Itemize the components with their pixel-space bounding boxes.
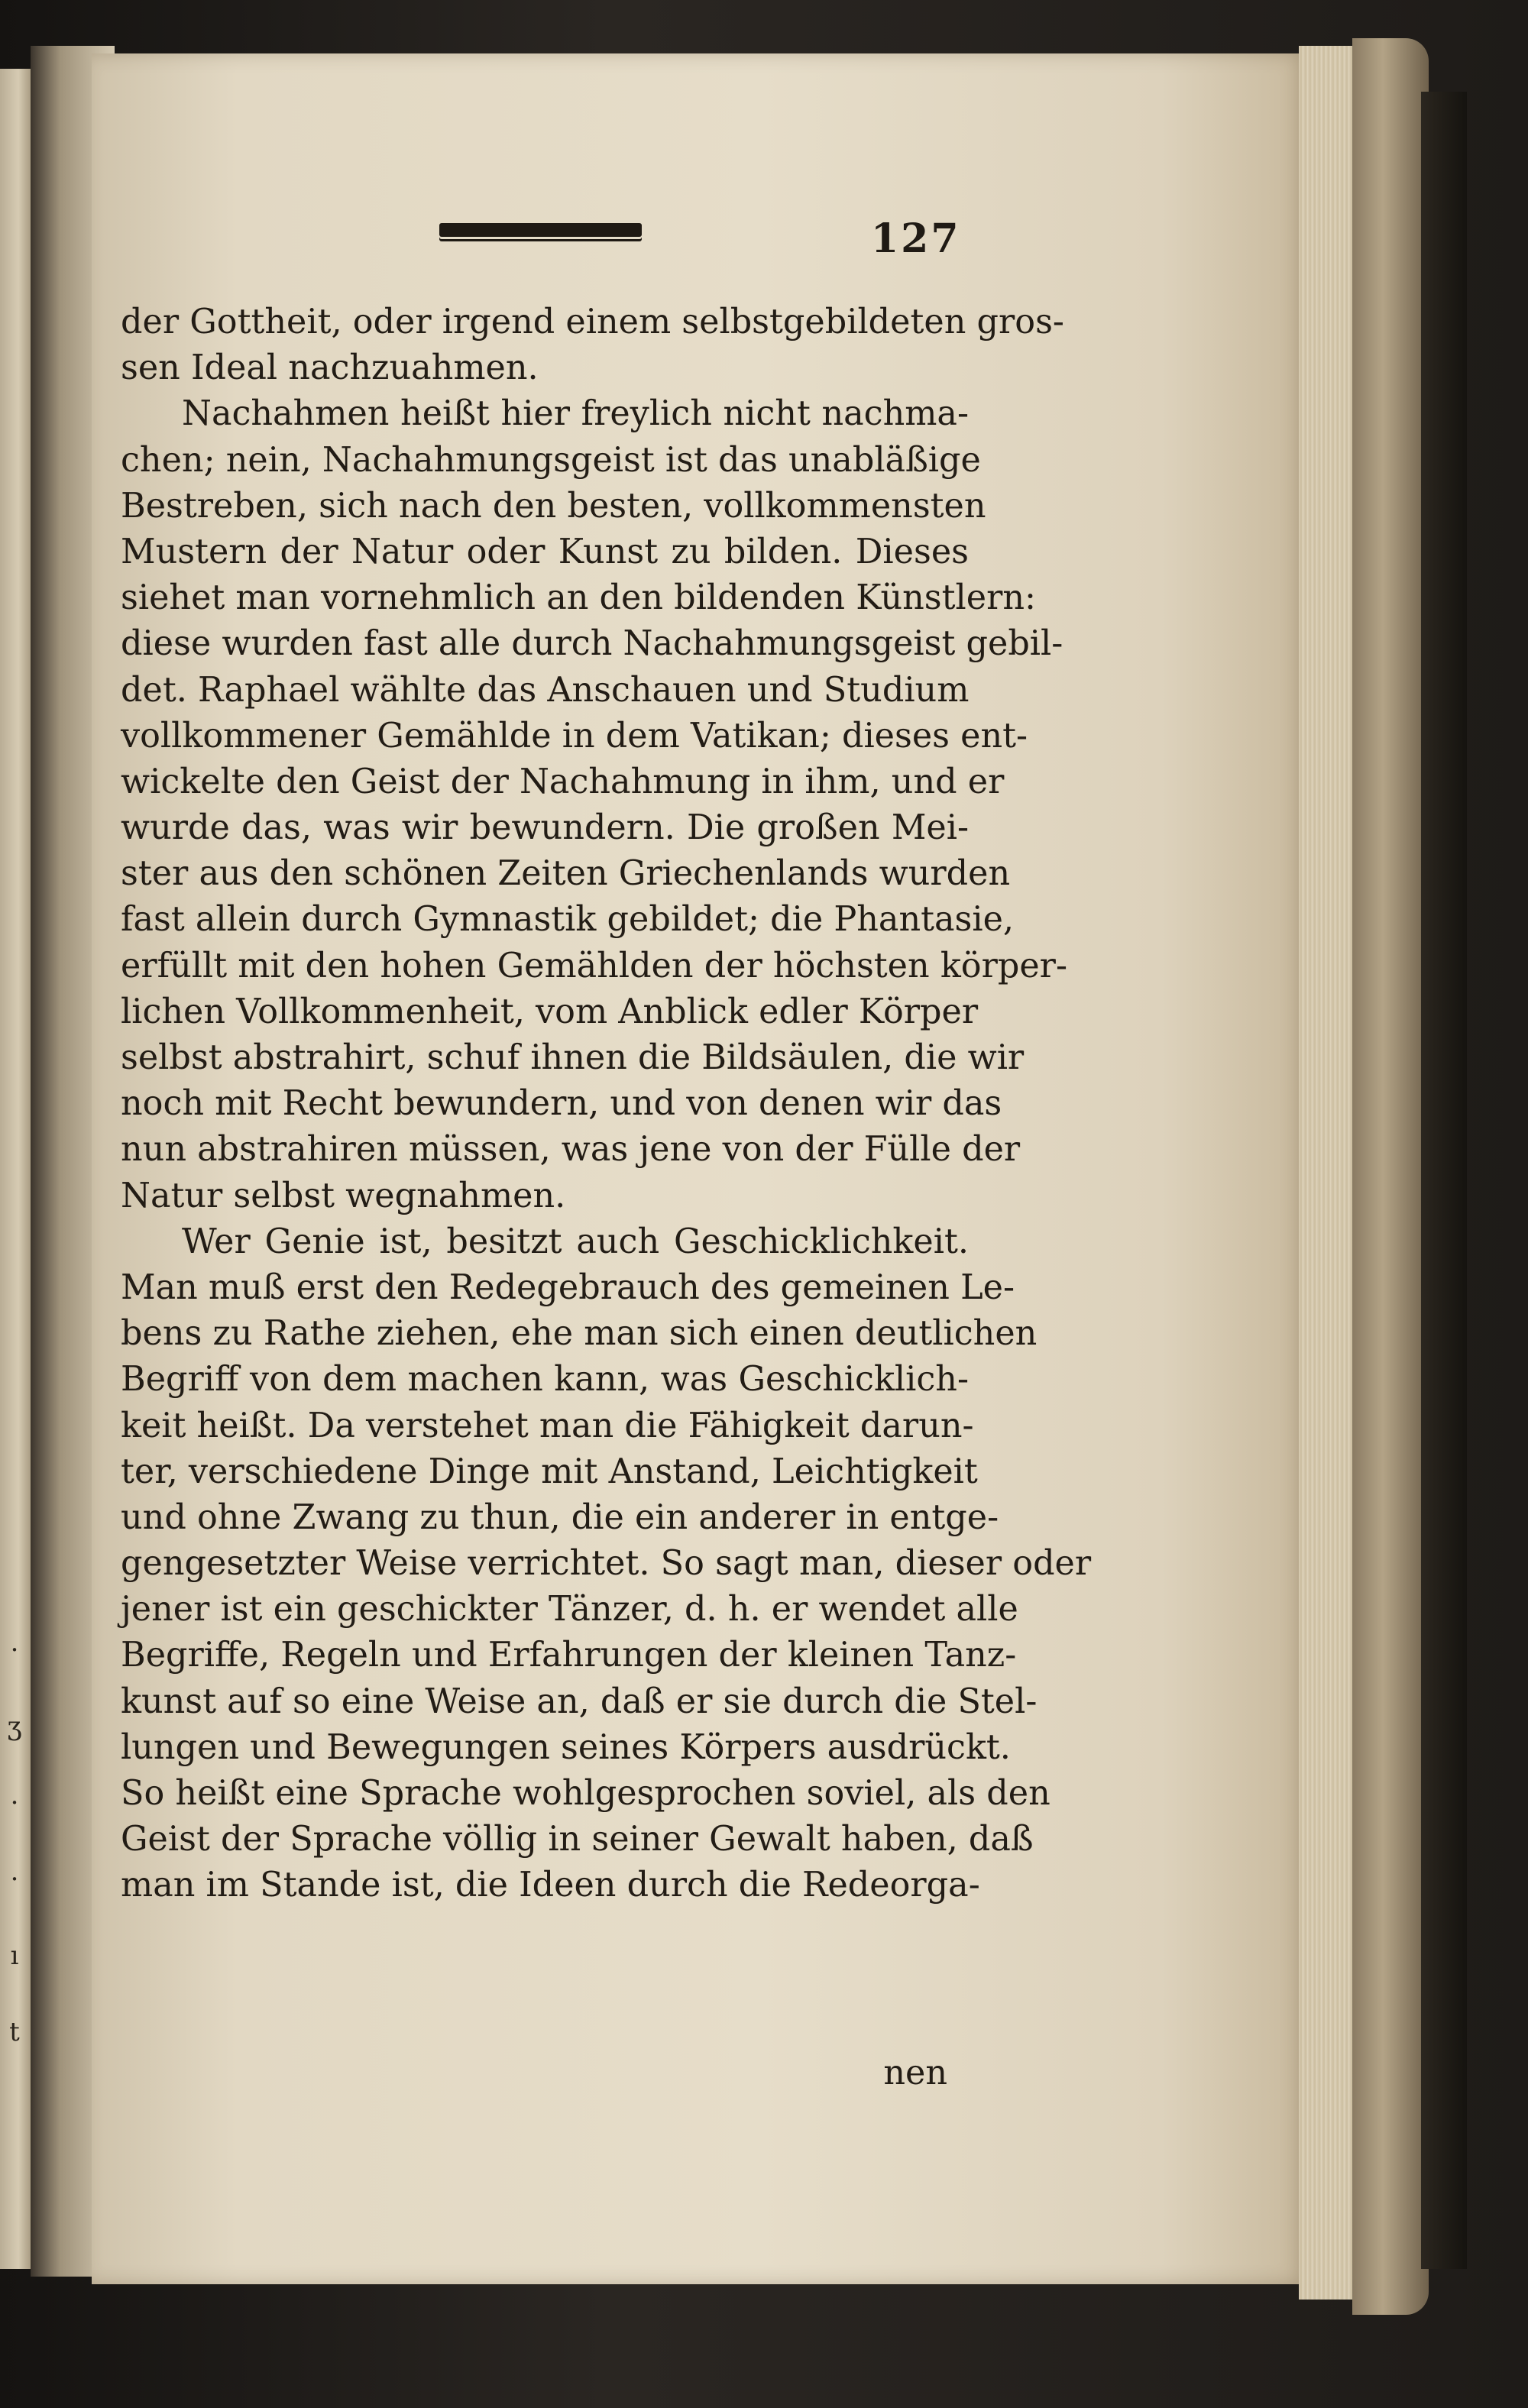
margin-mark: t [9, 2017, 20, 2047]
text-line: Nachahmen heißt hier freylich nicht nachma- [182, 394, 969, 434]
margin-mark: · [10, 1864, 19, 1895]
book-cover-edge [1352, 38, 1429, 2315]
text-line: gengesetzter Weise verrichtet. So sagt man, dieser oder [121, 1544, 1092, 1584]
text-line: der Gottheit, oder irgend einem selbstgebildeten gros- [121, 303, 1064, 341]
text-line: kunst auf so eine Weise an, daß er sie durch die Stel- [121, 1681, 1038, 1721]
text-line: und ohne Zwang zu thun, die ein anderer in entge- [121, 1497, 999, 1537]
text-line: lungen und Bewegungen seines Körpers ausdrückt. [121, 1727, 1011, 1767]
text-line: vollkommener Gemählde in dem Vatikan; dieses ent- [121, 716, 1028, 756]
text-line: Begriffe, Regeln und Erfahrungen der kleinen Tanz- [121, 1636, 1017, 1675]
text-line: erfüllt mit den hohen Gemählden der höchsten körper- [121, 946, 1067, 986]
text-line: Bestreben, sich nach den besten, vollkommensten [121, 486, 986, 526]
text-line: jener ist ein geschickter Tänzer, d. h. er wendet alle [121, 1590, 1018, 1630]
text-line: Natur selbst wegnahmen. [121, 1176, 566, 1215]
text-line: keit heißt. Da verstehet man die Fähigkeit darun- [121, 1406, 974, 1445]
text-line: nun abstrahiren müssen, was jene von der Fülle der [121, 1130, 1021, 1170]
margin-mark: · [10, 1788, 19, 1818]
text-line: wickelte den Geist der Nachahmung in ihm, und er [121, 762, 1005, 801]
text-line: det. Raphael wählte das Anschauen und Studium [121, 670, 970, 710]
margin-mark: ı [10, 1940, 19, 1971]
text-line: selbst abstrahirt, schuf ihnen die Bildsäulen, die wir [121, 1038, 1025, 1077]
catchword: nen [883, 2054, 947, 2092]
text-line: siehet man vornehmlich an den bildenden Künstlern: [121, 578, 1037, 618]
text-line: Geist der Sprache völlig in seiner Gewalt haben, daß [121, 1820, 1034, 1859]
text-line: noch mit Recht bewundern, und von denen wir das [121, 1084, 1002, 1124]
text-line: So heißt eine Sprache wohlgesprochen soviel, als den [121, 1774, 1050, 1813]
text-line: wurde das, was wir bewundern. Die großen Mei- [121, 808, 969, 848]
text-line: lichen Vollkommenheit, vom Anblick edler Körper [121, 992, 979, 1031]
margin-mark: ʒ [7, 1711, 22, 1742]
book-cover-shadow [1421, 92, 1467, 2269]
text-line: ster aus den schönen Zeiten Griechenlands wurden [121, 854, 1011, 894]
left-margin-marks [2, 1612, 28, 2147]
margin-mark: · [10, 1635, 19, 1665]
text-line: sen Ideal nachzuahmen. [121, 348, 539, 388]
body-text [121, 299, 1092, 1909]
text-line: chen; nein, Nachahmungsgeist ist das unabläßige [121, 440, 981, 480]
left-facing-page-edge [0, 69, 31, 2269]
text-line: Begriff von dem machen kann, was Geschicklich- [121, 1360, 969, 1400]
text-line: ter, verschiedene Dinge mit Anstand, Leichtigkeit [121, 1452, 978, 1491]
text-line: Man muß erst den Redegebrauch des gemeinen Le- [121, 1267, 1015, 1307]
header-ornament-rule [439, 223, 642, 237]
text-line: diese wurden fast alle durch Nachahmungsgeist gebil- [121, 624, 1063, 664]
text-line: man im Stande ist, die Ideen durch die Redeorga- [121, 1866, 980, 1905]
text-line: Mustern der Natur oder Kunst zu bilden. Dieses [121, 532, 969, 571]
text-line: fast allein durch Gymnastik gebildet; die Phantasie, [121, 900, 1015, 940]
text-line: bens zu Rathe ziehen, ehe man sich einen deutlichen [121, 1314, 1038, 1354]
page-number: 127 [871, 215, 961, 262]
text-line: Wer Genie ist, besitzt auch Geschicklichkeit. [182, 1222, 969, 1261]
page-stack-edges [1299, 46, 1360, 2300]
